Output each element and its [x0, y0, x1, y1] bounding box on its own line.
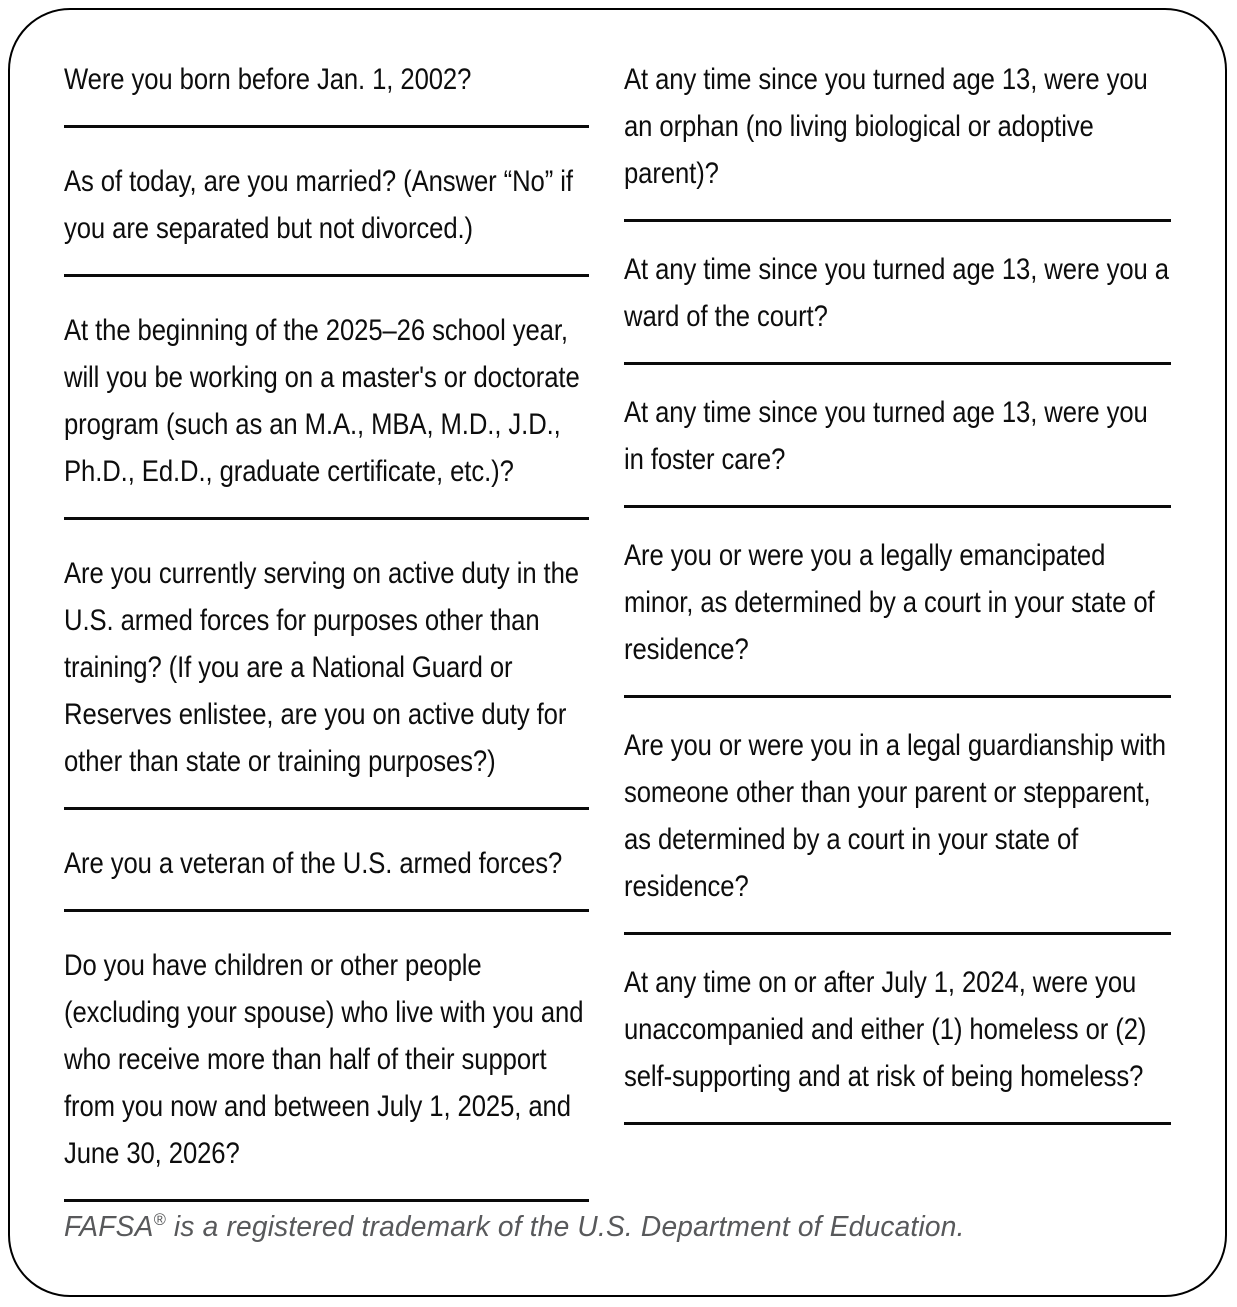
- spacer: [624, 365, 1171, 389]
- spacer: [624, 673, 1171, 695]
- spacer: [64, 1177, 589, 1199]
- question-item: [624, 246, 1171, 340]
- question-item: [64, 158, 589, 252]
- question-text-dependents-support: Do you have children or other people (excluding your spouse) who live with you and who receive more than half of their support from you now and between July 1, 2025, and June 30, 2026?: [64, 949, 584, 1170]
- question-item: [624, 56, 1171, 197]
- question-item: [624, 722, 1171, 910]
- question-text-married-status: As of today, are you married? (Answer “No” if you are separated but not divorced.): [64, 165, 573, 245]
- question-item: [624, 389, 1171, 483]
- spacer: [624, 935, 1171, 959]
- question-divider: [624, 1122, 1171, 1125]
- question-text-foster-care: At any time since you turned age 13, were you in foster care?: [624, 396, 1148, 476]
- spacer: [624, 483, 1171, 505]
- footer: [64, 1200, 1171, 1247]
- spacer: [64, 887, 589, 909]
- spacer: [624, 508, 1171, 532]
- question-item: [64, 307, 589, 495]
- question-text-active-duty: Are you currently serving on active duty in the U.S. armed forces for purposes other than training? (If you are a National Guard or Reserves enlistee, are you on active duty for other than state or training purposes?): [64, 557, 579, 778]
- spacer: [64, 252, 589, 274]
- right-question-column: [600, 56, 1225, 1202]
- question-text-orphan-status: At any time since you turned age 13, were you an orphan (no living biological or adoptive parent)?: [624, 63, 1148, 190]
- spacer: [64, 520, 589, 550]
- question-item: [64, 550, 589, 785]
- spacer: [624, 222, 1171, 246]
- left-question-column: [10, 56, 600, 1202]
- spacer: [64, 277, 589, 307]
- question-text-veteran-status: Are you a veteran of the U.S. armed forces?: [64, 847, 563, 880]
- trademark-notice: [64, 1200, 1138, 1247]
- question-text-ward-of-court: At any time since you turned age 13, were you a ward of the court?: [624, 253, 1169, 333]
- question-item: [624, 532, 1171, 673]
- spacer: [64, 128, 589, 158]
- question-item: [64, 56, 589, 103]
- spacer: [624, 340, 1171, 362]
- spacer: [64, 785, 589, 807]
- question-text-emancipated-minor: Are you or were you a legally emancipated minor, as determined by a court in your state of residence?: [624, 539, 1155, 666]
- spacer: [64, 912, 589, 942]
- spacer: [64, 495, 589, 517]
- question-text-homeless-status: At any time on or after July 1, 2024, were you unaccompanied and either (1) homeless or (2) self-supporting and at risk of being homeless?: [624, 966, 1147, 1093]
- question-item: [64, 942, 589, 1177]
- question-text-graduate-program: At the beginning of the 2025–26 school year, will you be working on a master's or doctorate program (such as an M.A., MBA, M.D., J.D., Ph.D., Ed.D., graduate certificate, etc.)?: [64, 314, 580, 488]
- questions-columns: [10, 10, 1225, 1202]
- spacer: [624, 910, 1171, 932]
- spacer: [64, 810, 589, 840]
- spacer: [624, 698, 1171, 722]
- question-text-born-before-2002: Were you born before Jan. 1, 2002?: [64, 63, 472, 96]
- question-item: [624, 959, 1171, 1100]
- spacer: [624, 1100, 1171, 1122]
- trademark-notice-text: is a registered trademark of the U.S. Department of Education.: [165, 1211, 965, 1243]
- question-text-legal-guardianship: Are you or were you in a legal guardianship with someone other than your parent or stepparent, as determined by a court in your state of residence?: [624, 729, 1167, 903]
- spacer: [64, 103, 589, 125]
- questions-card: [8, 8, 1227, 1297]
- fafsa-brand-name: FAFSA: [64, 1211, 154, 1243]
- registered-trademark-icon: ®: [153, 1210, 166, 1229]
- question-item: [64, 840, 589, 887]
- spacer: [624, 197, 1171, 219]
